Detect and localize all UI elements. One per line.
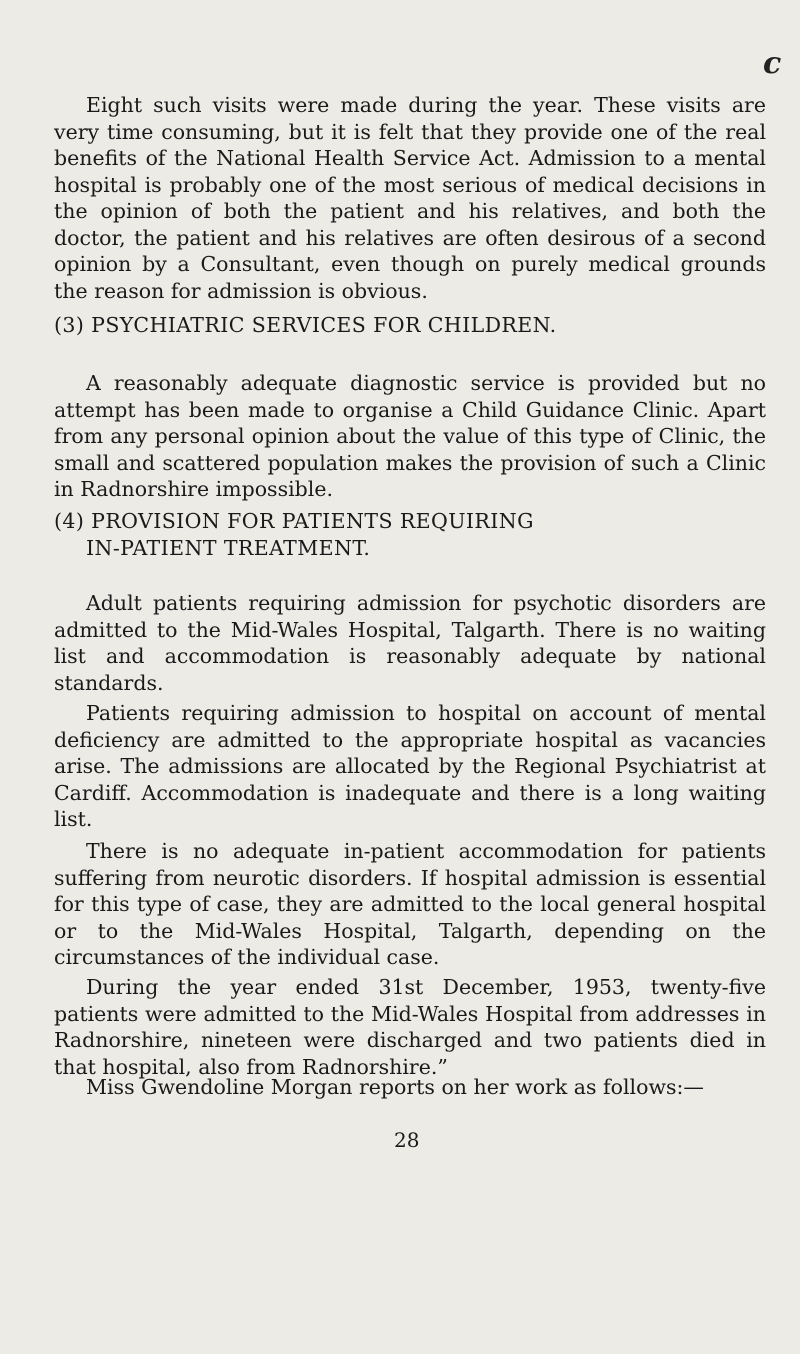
paragraph-admissions-statistics: During the year ended 31st December, 1953, twenty-five patients were admitted to the Mid-Wales Hospital from addresses in Radnorshire, nineteen were discharged and two patients died in that hospital, also from Radnorshire.” <box>54 975 766 1079</box>
paragraph-neurotic-disorders: There is no adequate in-patient accommodation for patients suffering from neurotic disorders. If hospital admission is essential for this type of case, they are admitted to the local general hospital or to the Mid-Wales Hospital, Talgarth, depending on the circumstances of the individual case. <box>54 839 766 969</box>
paragraph-child-guidance: A reasonably adequate diagnostic service is provided but no attempt has been made to organise a Child Guidance Clinic. Apart from any personal opinion about the value of this type of Clinic, the small and scattered population makes the provision of such a Clinic in Radnorshire impossible. <box>54 371 766 501</box>
paragraph-mental-deficiency: Patients requiring admission to hospital on account of mental deficiency are admitted to the appropriate hospital as vacancies arise. The admissions are allocated by the Regional Psychiatrist at Cardiff. Accommodation is inadequate and there is a long waiting list. <box>54 701 766 831</box>
page-number: 28 <box>394 1128 420 1152</box>
heading-in-patient-treatment <box>54 508 766 562</box>
paragraph-gwendoline-morgan: Miss Gwendoline Morgan reports on her work as follows:— <box>86 1075 704 1099</box>
heading-text: (3) PSYCHIATRIC SERVICES FOR CHILDREN. <box>54 313 557 337</box>
heading-psychiatric-services-children <box>54 312 766 339</box>
heading-line-2: IN-PATIENT TREATMENT. <box>86 536 371 560</box>
heading-line-1: (4) PROVISION FOR PATIENTS REQUIRING <box>54 509 534 533</box>
paragraph-consultant-visits: Eight such visits were made during the year. These visits are very time consuming, but it is felt that they provide one of the real benefits of the National Health Service Act. Admission to a mental hospital is probably one of the most serious of medical decisions in the opinion of both the patient and his relatives, and both the doctor, the patient and his relatives are often desirous of a second opinion by a Consultant, even though on purely medical grounds the reason for admission is obvious. <box>54 93 766 303</box>
document-page <box>54 0 782 1354</box>
corner-mark: c <box>763 46 782 81</box>
paragraph-adult-psychotic: Adult patients requiring admission for psychotic disorders are admitted to the Mid-Wales Hospital, Talgarth. There is no waiting list and accommodation is reasonably adequate by national standards. <box>54 591 766 695</box>
